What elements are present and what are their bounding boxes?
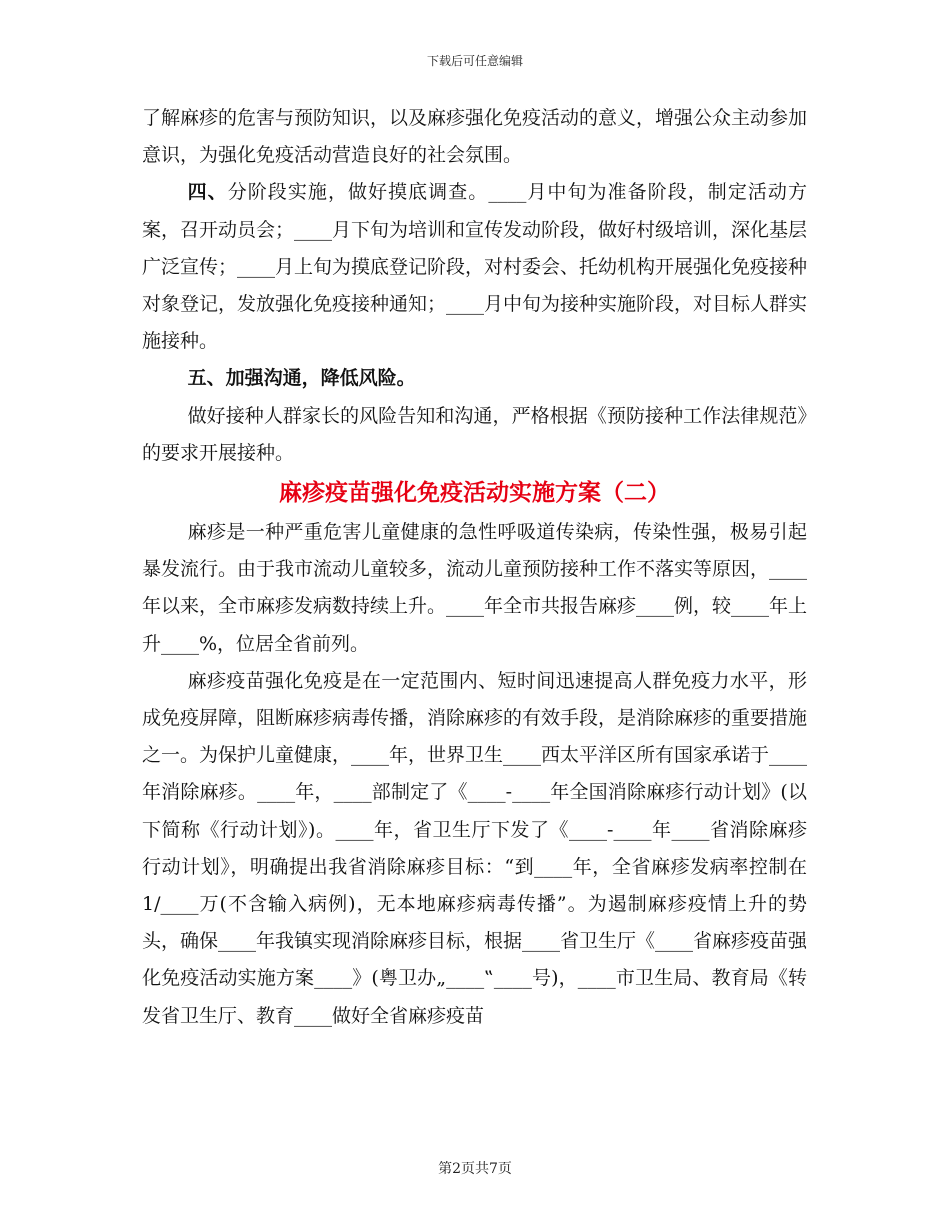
paragraph-continuation: 了解麻疹的危害与预防知识，以及麻疹强化免疫活动的意义，增强公众主动参加意识，为强化免疫活动营造良好的社会氛围。 xyxy=(142,107,808,167)
paragraph-phase-implementation xyxy=(142,174,807,360)
paragraph-risk-notice: 做好接种人群家长的风险告知和沟通，严格根据《预防接种工作法律规范》的要求开展接种。 xyxy=(142,404,807,464)
page-header: 下载后可任意编辑 xyxy=(426,54,523,68)
page-footer: 第2页共7页 xyxy=(438,1161,512,1177)
paragraph-immunization-background: 麻疹疫苗强化免疫是在一定范围内、短时间迅速提高人群免疫力水平，形成免疫屏障，阻断麻疹病毒传播，消除麻疹的有效手段，是消除麻疹的重要措施之一。为保护儿童健康，____年，世界卫生____西太平洋区所有国家承诺于____年消除麻疹。____年，____部制定了《____-____年全国消除麻疹行动计划》(以下简称《行动计划》)。____年，省卫生厅下发了《____-____年____省消除麻疹行动计划》，明确提出我省消除麻疹目标：“到____年，全省麻疹发病率控制在1/____万(不含输入病例)，无本地麻疹病毒传播”。为遏制麻疹疫情上升的势头，确保____年我镇实现消除麻疹目标，根据____省卫生厅《____省麻疹疫苗强化免疫活动实施方案____》(粤卫办„____‟____号)，____市卫生局、教育局《转发省卫生厅、教育____做好全省麻疹疫苗 xyxy=(142,669,808,1027)
document-body xyxy=(142,100,807,1035)
section-title: 麻疹疫苗强化免疫活动实施方案（二） xyxy=(279,480,670,507)
paragraph-measles-intro: 麻疹是一种严重危害儿童健康的急性呼吸道传染病，传染性强，极易引起暴发流行。由于我市流动儿童较多，流动儿童预防接种工作不落实等原因，____年以来，全市麻疹发病数持续上升。____年全市共报告麻疹____例，较____年上升____%，位居全省前列。 xyxy=(142,521,808,655)
paragraph-text: 分阶段实施，做好摸底调查。____月中旬为准备阶段，制定活动方案，召开动员会；____月下旬为培训和宣传发动阶段，做好村级培训，深化基层广泛宣传；____月上旬为摸底登记阶段，对村委会、托幼机构开展强化免疫接种对象登记，发放强化免疫接种通知；____月中旬为接种实施阶段，对目标人群实施接种。 xyxy=(142,181,808,353)
section-number: 四、 xyxy=(187,181,228,204)
section-heading-communication: 五、加强沟通，降低风险。 xyxy=(187,367,416,390)
